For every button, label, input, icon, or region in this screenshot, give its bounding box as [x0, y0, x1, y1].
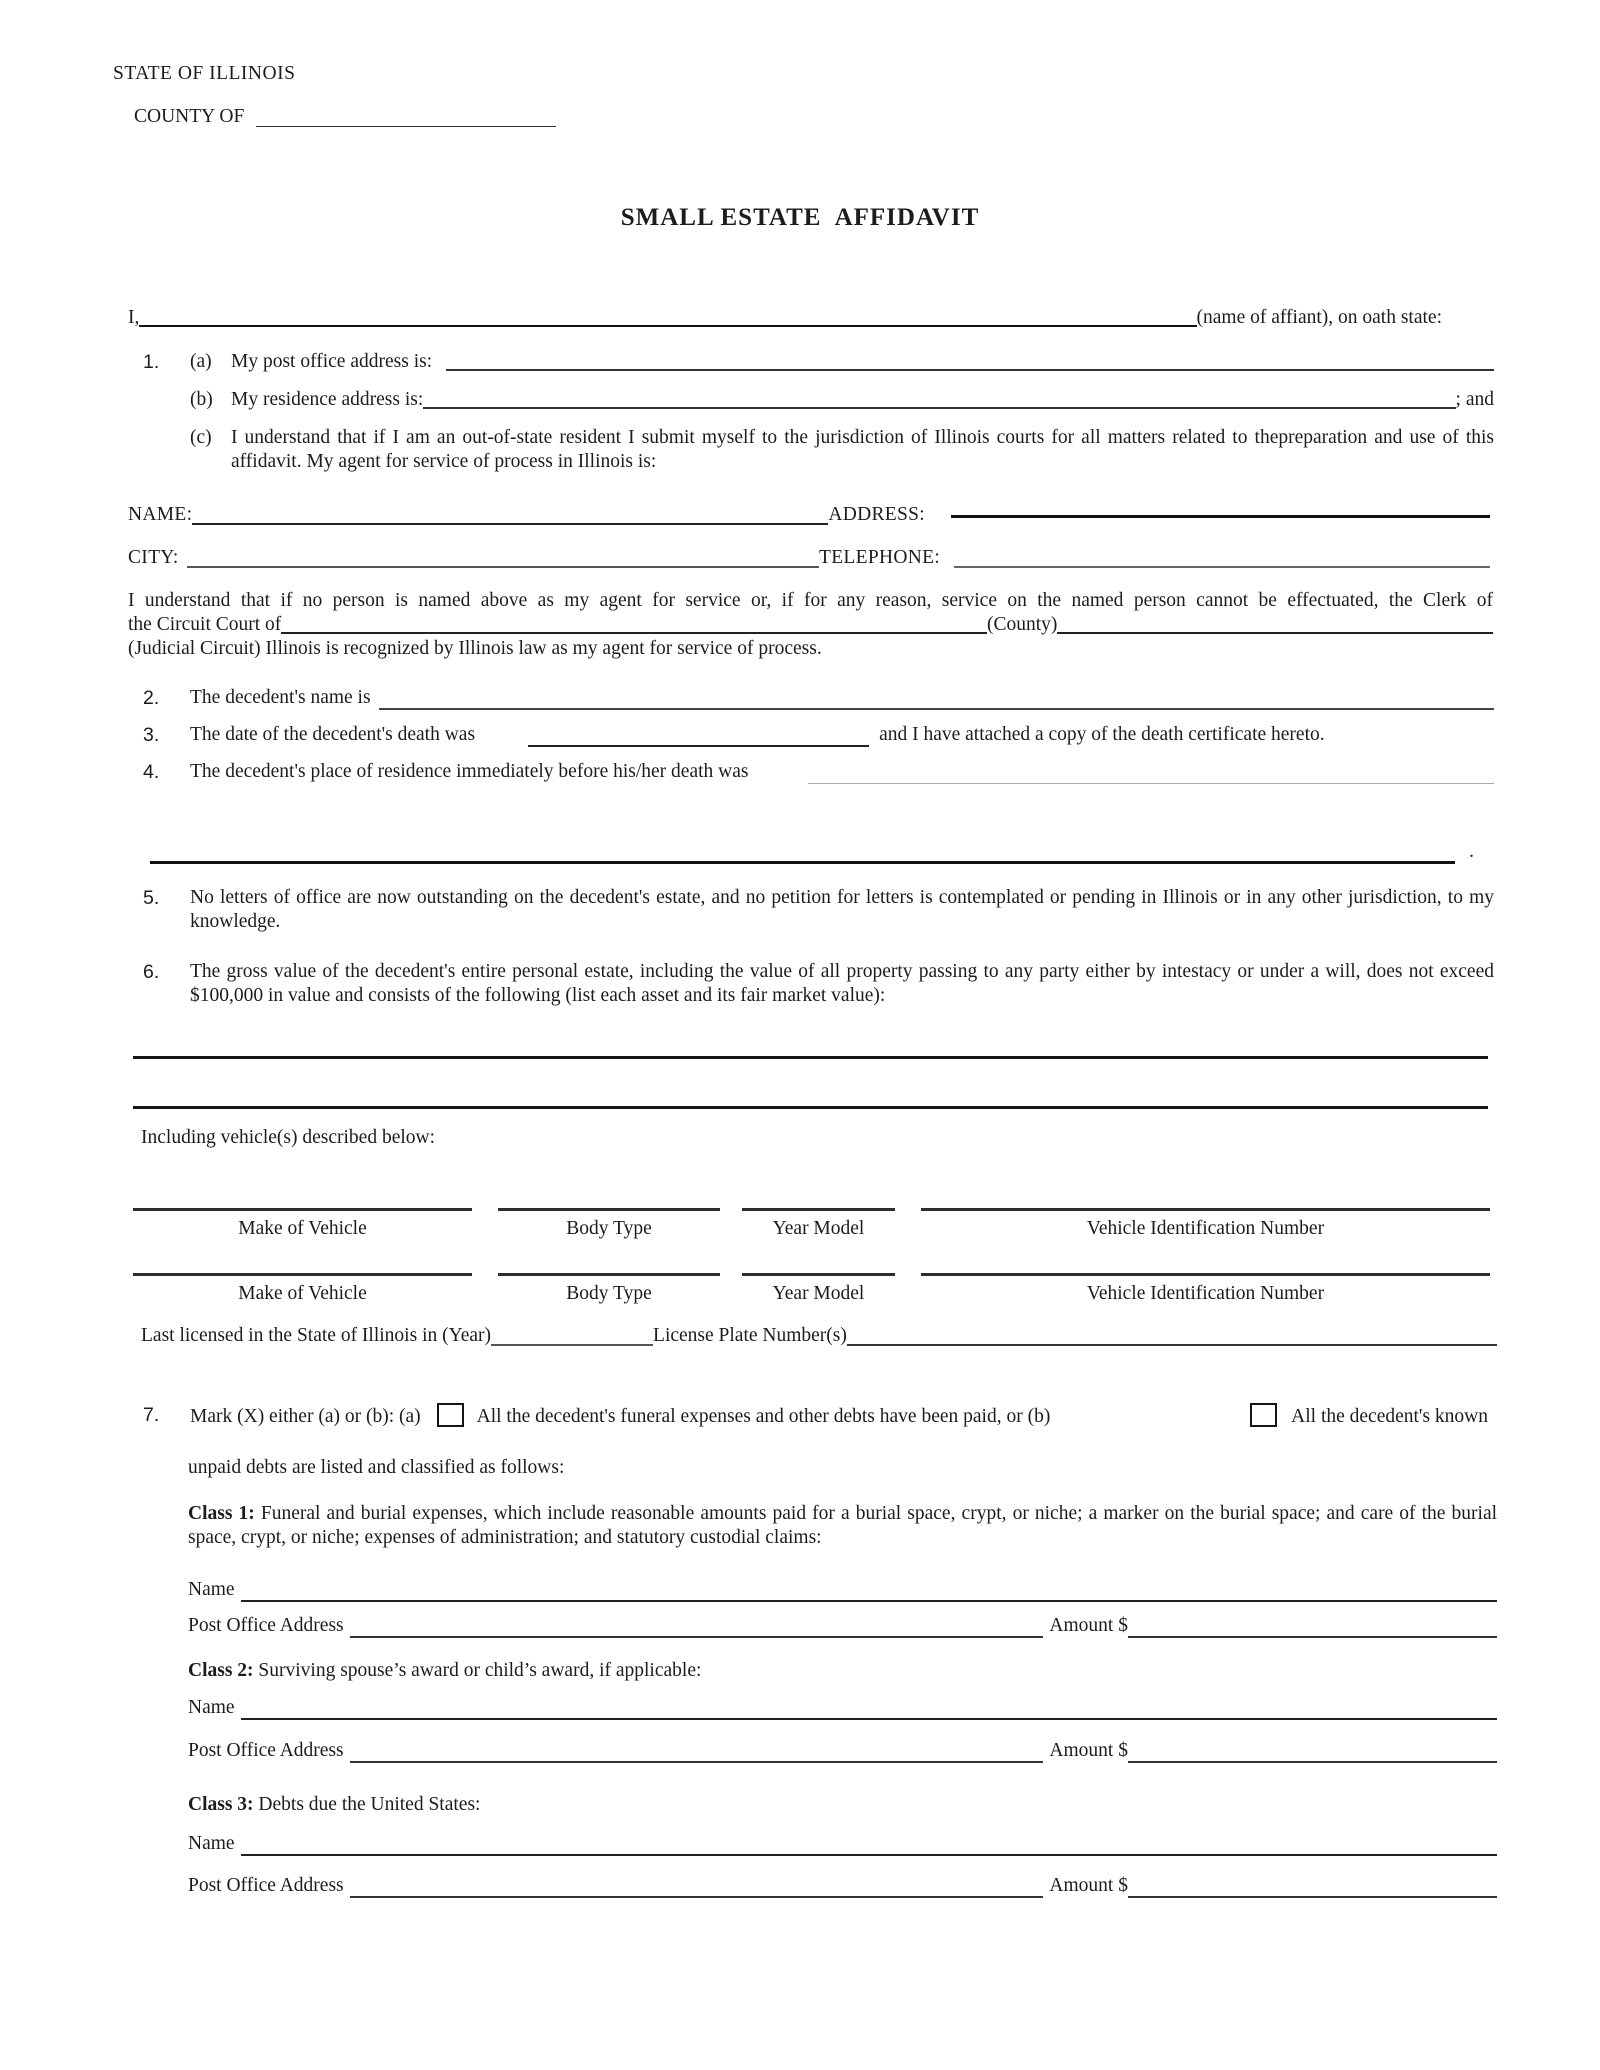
item-1a-text: My post office address is: — [231, 351, 433, 372]
vehicle-1-body-type-label: Body Type — [566, 1218, 652, 1239]
item-1a-row — [190, 350, 1494, 374]
item-3 — [143, 723, 1494, 747]
class-2-description: Surviving spouse’s award or child’s award, if applicable: — [258, 1660, 702, 1681]
item-2 — [143, 686, 1494, 710]
name-label: Name — [188, 1697, 235, 1718]
po-address-label: Post Office Address — [188, 1875, 344, 1896]
death-date-field[interactable] — [528, 745, 869, 747]
item-7 — [143, 1403, 1488, 1429]
estate-asset-line-1[interactable] — [133, 1056, 1488, 1059]
class3-amount-field[interactable] — [1128, 1896, 1497, 1898]
item-6-number: 6. — [143, 961, 160, 983]
affiant-name-field[interactable] — [139, 325, 1196, 327]
item-6-text: The gross value of the decedent's entire personal estate, including the value of all property passing to any party either by intestacy or under a will, does not exceed $100,000 in value and consists of the following (list each asset and its fair market value): — [190, 961, 1494, 1006]
state-of-illinois-heading: STATE OF ILLINOIS — [113, 63, 296, 84]
item-4 — [143, 760, 1494, 784]
vehicle-1-body-type-field[interactable] — [498, 1208, 720, 1241]
class-3-heading — [188, 1793, 1497, 1817]
class-2-name-row — [188, 1696, 1497, 1720]
judicial-circuit-field[interactable] — [1057, 632, 1493, 634]
page-title: SMALL ESTATE AFFIDAVIT — [620, 204, 980, 231]
item-3-suffix: and I have attached a copy of the death certificate hereto. — [879, 724, 1325, 745]
vehicle-2-vin-label: Vehicle Identification Number — [1086, 1283, 1325, 1304]
estate-asset-line-2[interactable] — [133, 1106, 1488, 1109]
item-2-number: 2. — [143, 687, 160, 709]
class-1-label: Class 1: — [188, 1503, 255, 1524]
county-label: COUNTY OF — [134, 106, 245, 127]
class1-amount-field[interactable] — [1128, 1636, 1497, 1638]
option-b-group — [1250, 1403, 1488, 1429]
vehicle-row-2 — [133, 1273, 1490, 1306]
class-3-name-row — [188, 1832, 1497, 1856]
item-7-continuation: unpaid debts are listed and classified as follows: — [188, 1457, 565, 1478]
item-1a-label: (a) — [190, 351, 212, 372]
vehicle-2-vin-field[interactable] — [921, 1273, 1490, 1306]
amount-label: Amount $ — [1049, 1740, 1128, 1761]
vehicle-2-make-field[interactable] — [133, 1273, 472, 1306]
last-licensed-label: Last licensed in the State of Illinois in (Year) — [141, 1325, 492, 1346]
vehicle-2-body-type-field[interactable] — [498, 1273, 720, 1306]
agent-telephone-field[interactable] — [954, 566, 1490, 568]
agent-city-label: CITY: — [128, 547, 179, 568]
license-plate-label: License Plate Number(s) — [653, 1325, 847, 1346]
class-2-po-row — [188, 1739, 1497, 1763]
item-2-text: The decedent's name is — [190, 687, 371, 708]
option-a-checkbox[interactable] — [437, 1403, 464, 1427]
amount-label: Amount $ — [1049, 1875, 1128, 1896]
name-label: Name — [188, 1579, 235, 1600]
license-plate-number-field[interactable] — [847, 1344, 1497, 1346]
class3-name-field[interactable] — [241, 1854, 1497, 1856]
agent-name-label: NAME: — [128, 504, 193, 525]
vehicle-1-year-model-label: Year Model — [772, 1218, 865, 1239]
agent-address-field[interactable] — [951, 515, 1490, 518]
affiant-prefix: I, — [128, 307, 140, 328]
class2-amount-field[interactable] — [1128, 1761, 1497, 1763]
vehicle-1-make-field[interactable] — [133, 1208, 472, 1241]
county-field[interactable] — [256, 126, 556, 127]
item-1b-row — [190, 388, 1494, 412]
item-1b-label: (b) — [190, 389, 213, 410]
agent-telephone-label: TELEPHONE: — [819, 547, 941, 568]
item-4-continuation-row — [150, 840, 1474, 864]
item-5-text: No letters of office are now outstanding on the decedent's estate, and no petition for letters is contemplated or pending in Illinois or in any other jurisdiction, to my knowledge. — [190, 887, 1494, 932]
po-address-label: Post Office Address — [188, 1740, 344, 1761]
class2-name-field[interactable] — [241, 1718, 1497, 1720]
class1-name-field[interactable] — [241, 1600, 1497, 1602]
agent-address-label: ADDRESS: — [828, 504, 926, 525]
class-1-description: Funeral and burial expenses, which include reasonable amounts paid for a burial space, crypt, or niche; a marker on the burial space; and care of the burial space, crypt, or niche; expenses of administration; and statutory custodial claims: — [188, 1503, 1498, 1548]
vehicle-2-body-type-label: Body Type — [566, 1283, 652, 1304]
item-6 — [143, 960, 1494, 1008]
vehicle-2-year-model-field[interactable] — [742, 1273, 895, 1306]
circuit-court-prefix: the Circuit Court of — [128, 614, 282, 635]
vehicle-1-make-label: Make of Vehicle — [238, 1218, 367, 1239]
item-5 — [143, 886, 1494, 934]
option-a-text: All the decedent's funeral expenses and other debts have been paid, or (b) — [476, 1406, 1051, 1427]
item-1b-suffix: ; and — [1455, 389, 1494, 410]
class-3-label: Class 3: — [188, 1794, 254, 1815]
option-b-checkbox[interactable] — [1250, 1403, 1277, 1427]
item-3-number: 3. — [143, 724, 160, 746]
item-4-text: The decedent's place of residence immediately before his/her death was — [190, 761, 749, 782]
clerk-line-1: I understand that if no person is named above as my agent for service or, if for any reason, service on the named person cannot be effectuated, the Clerk of — [128, 590, 1493, 611]
post-office-address-field[interactable] — [446, 369, 1494, 371]
class-3-description: Debts due the United States: — [258, 1794, 481, 1815]
class1-po-address-field[interactable] — [350, 1636, 1044, 1638]
agent-name-address-row — [128, 503, 1490, 527]
item-1c-label: (c) — [190, 427, 212, 448]
residence-address-field[interactable] — [423, 407, 1455, 409]
affiant-row — [128, 306, 1442, 330]
decedent-name-field[interactable] — [379, 708, 1494, 710]
class-1-heading — [188, 1502, 1497, 1550]
item-7-number: 7. — [143, 1404, 160, 1426]
class-2-label: Class 2: — [188, 1660, 254, 1681]
item-4-number: 4. — [143, 761, 160, 783]
item-1c-text: I understand that if I am an out-of-state resident I submit myself to the jurisdiction of Illinois courts for all matters related to thepreparation and use of this affidavit. My agent for service of process in Illinois is: — [231, 427, 1494, 472]
class-3-po-row — [188, 1874, 1497, 1898]
agent-city-telephone-row — [128, 546, 1490, 570]
item-1c-row — [190, 426, 1494, 474]
vehicle-row-1 — [133, 1208, 1490, 1241]
vehicle-2-make-label: Make of Vehicle — [238, 1283, 367, 1304]
affiant-suffix: (name of affiant), on oath state: — [1196, 307, 1442, 328]
clerk-line-2 — [128, 613, 1493, 637]
class-2-heading — [188, 1659, 1497, 1683]
agent-city-field[interactable] — [187, 566, 819, 568]
item-5-number: 5. — [143, 887, 160, 909]
vehicle-1-vin-field[interactable] — [921, 1208, 1490, 1241]
class-1-name-row — [188, 1578, 1497, 1602]
item-1b-text: My residence address is: — [231, 389, 424, 410]
county-parenthetical: (County) — [986, 614, 1058, 635]
last-licensed-row — [141, 1324, 1497, 1348]
vehicle-1-year-model-field[interactable] — [742, 1208, 895, 1241]
residence-before-death-field[interactable] — [808, 783, 1494, 784]
residence-before-death-continuation-field[interactable] — [150, 861, 1455, 864]
county-row — [134, 105, 1600, 129]
item-7-lead: Mark (X) either (a) or (b): (a) — [190, 1406, 421, 1427]
year-last-licensed-field[interactable] — [491, 1344, 653, 1346]
class-1-po-row — [188, 1614, 1497, 1638]
item-3-text: The date of the decedent's death was — [190, 724, 476, 745]
class3-po-address-field[interactable] — [350, 1896, 1044, 1898]
circuit-court-county-field[interactable] — [281, 632, 987, 634]
po-address-label: Post Office Address — [188, 1615, 344, 1636]
clerk-line-3: (Judicial Circuit) Illinois is recognized by Illinois law as my agent for service of process. — [128, 638, 822, 659]
item-4-terminal-period: . — [1469, 841, 1474, 862]
vehicle-2-year-model-label: Year Model — [772, 1283, 865, 1304]
name-label: Name — [188, 1833, 235, 1854]
vehicles-intro: Including vehicle(s) described below: — [141, 1127, 436, 1148]
clerk-paragraph — [128, 589, 1493, 661]
amount-label: Amount $ — [1049, 1615, 1128, 1636]
vehicle-1-vin-label: Vehicle Identification Number — [1086, 1218, 1325, 1239]
option-b-text: All the decedent's known — [1291, 1406, 1488, 1427]
class2-po-address-field[interactable] — [350, 1761, 1044, 1763]
item-1-number: 1. — [143, 351, 160, 373]
item-1 — [143, 350, 1494, 474]
agent-name-field[interactable] — [192, 523, 828, 525]
